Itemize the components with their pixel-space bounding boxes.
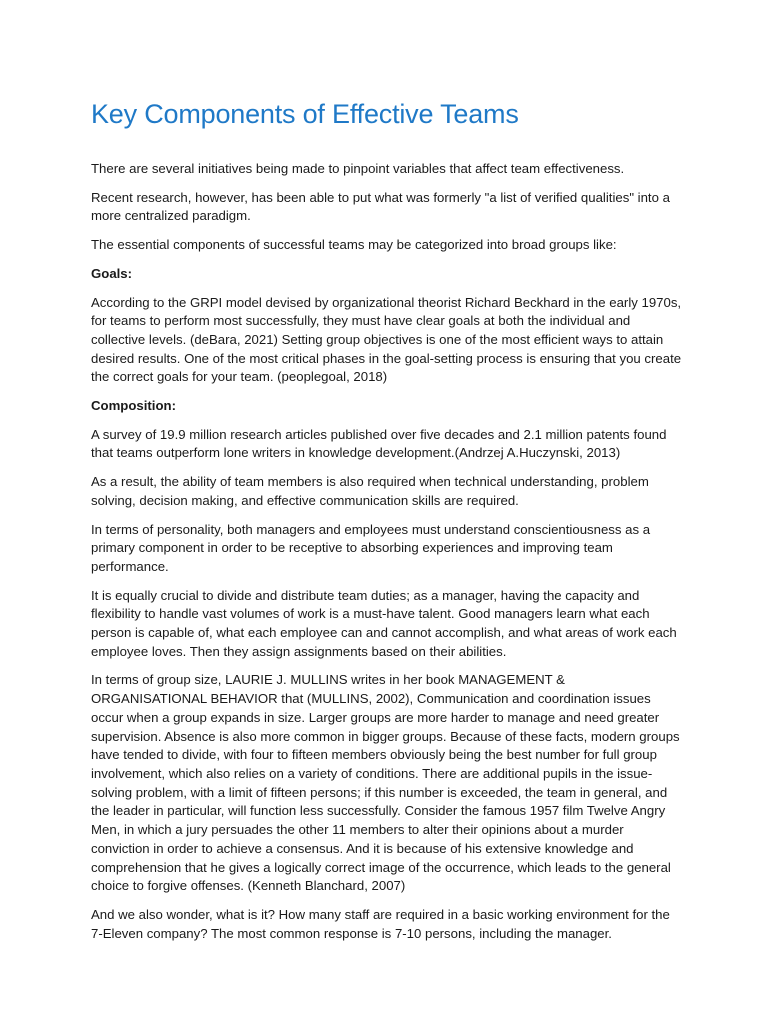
survey-paragraph: A survey of 19.9 million research articles published over five decades and 2.1 million patents found that teams outperform lone writers in knowledge development.(Andrzej A.Huczynski, 2013) bbox=[91, 426, 667, 461]
composition-heading: Composition: bbox=[91, 398, 176, 414]
ability-paragraph: As a result, the ability of team members is also required when technical understanding, problem solving, decision making, and effective communication skills are required. bbox=[91, 474, 649, 508]
group-size-paragraph: In terms of group size, LAURIE J. MULLINS writes in her book MANAGEMENT & ORGANISATIONAL BEHAVIOR that (MULLINS, 2002), Communication and coordination issues occur when a group expands in size. Larger groups are more harder to manage and need greater supervision. Absence is also more common in bigger groups. Because of these facts, modern groups have tended to divide, with four to fifteen members obviously being the best number for full group involvement, which also relies on a variety of conditions. There are additional pupils in the issue-solving problem, with a limit of fifteen persons; if this number is exceeded, the team in general, and the leader in particular, will function less successfully. Consider the famous 1957 film Twelve Angry Men, in which a jury persuades the other 11 members to alter their opinions about a murder conviction in order to achieve a consensus. And it is because of his extensive knowledge and comprehension that he gives a logically correct image of the occurrence, which leads to the general choice to forgive offenses. (Kenneth Blanchard, 2007) bbox=[91, 672, 680, 894]
seven-eleven-paragraph: And we also wonder, what is it? How many staff are required in a basic working environment for the 7-Eleven company? The most common response is 7-10 persons, including the manager. bbox=[91, 906, 670, 941]
goals-paragraph: According to the GRPI model devised by organizational theorist Richard Beckhard in the early 1970s, for teams to perform most successfully, they must have clear goals at both the individual and collective levels. (deBara, 2021) Setting group objectives is one of the most efficient ways to attain desired results. One of the most critical phases in the goal-setting process is ensuring that you create the correct goals for your team. (peoplegoal, 2018) bbox=[91, 294, 682, 385]
personality-paragraph: In terms of personality, both managers and employees must understand conscientiousness as a primary component in order to be receptive to absorbing experiences and improving team performance. bbox=[91, 521, 651, 574]
intro-paragraph: There are several initiatives being made to pinpoint variables that affect team effectiveness. bbox=[91, 161, 625, 176]
components-intro-paragraph: The essential components of successful teams may be categorized into broad groups like: bbox=[91, 237, 617, 253]
goals-heading: Goals: bbox=[91, 265, 133, 281]
duties-paragraph: It is equally crucial to divide and distribute team duties; as a manager, having the capacity and flexibility to handle vast volumes of work is a must-have talent. Good managers learn what each person is capable of, what each employee can and cannot accomplish, and what areas of work each employee loves. Then they assign assignments based on their abilities. bbox=[91, 587, 677, 659]
document-title: Key Components of Effective Teams bbox=[91, 99, 519, 129]
research-paragraph: Recent research, however, has been able to put what was formerly "a list of verified qualities" into a more centralized paradigm. bbox=[91, 189, 670, 224]
